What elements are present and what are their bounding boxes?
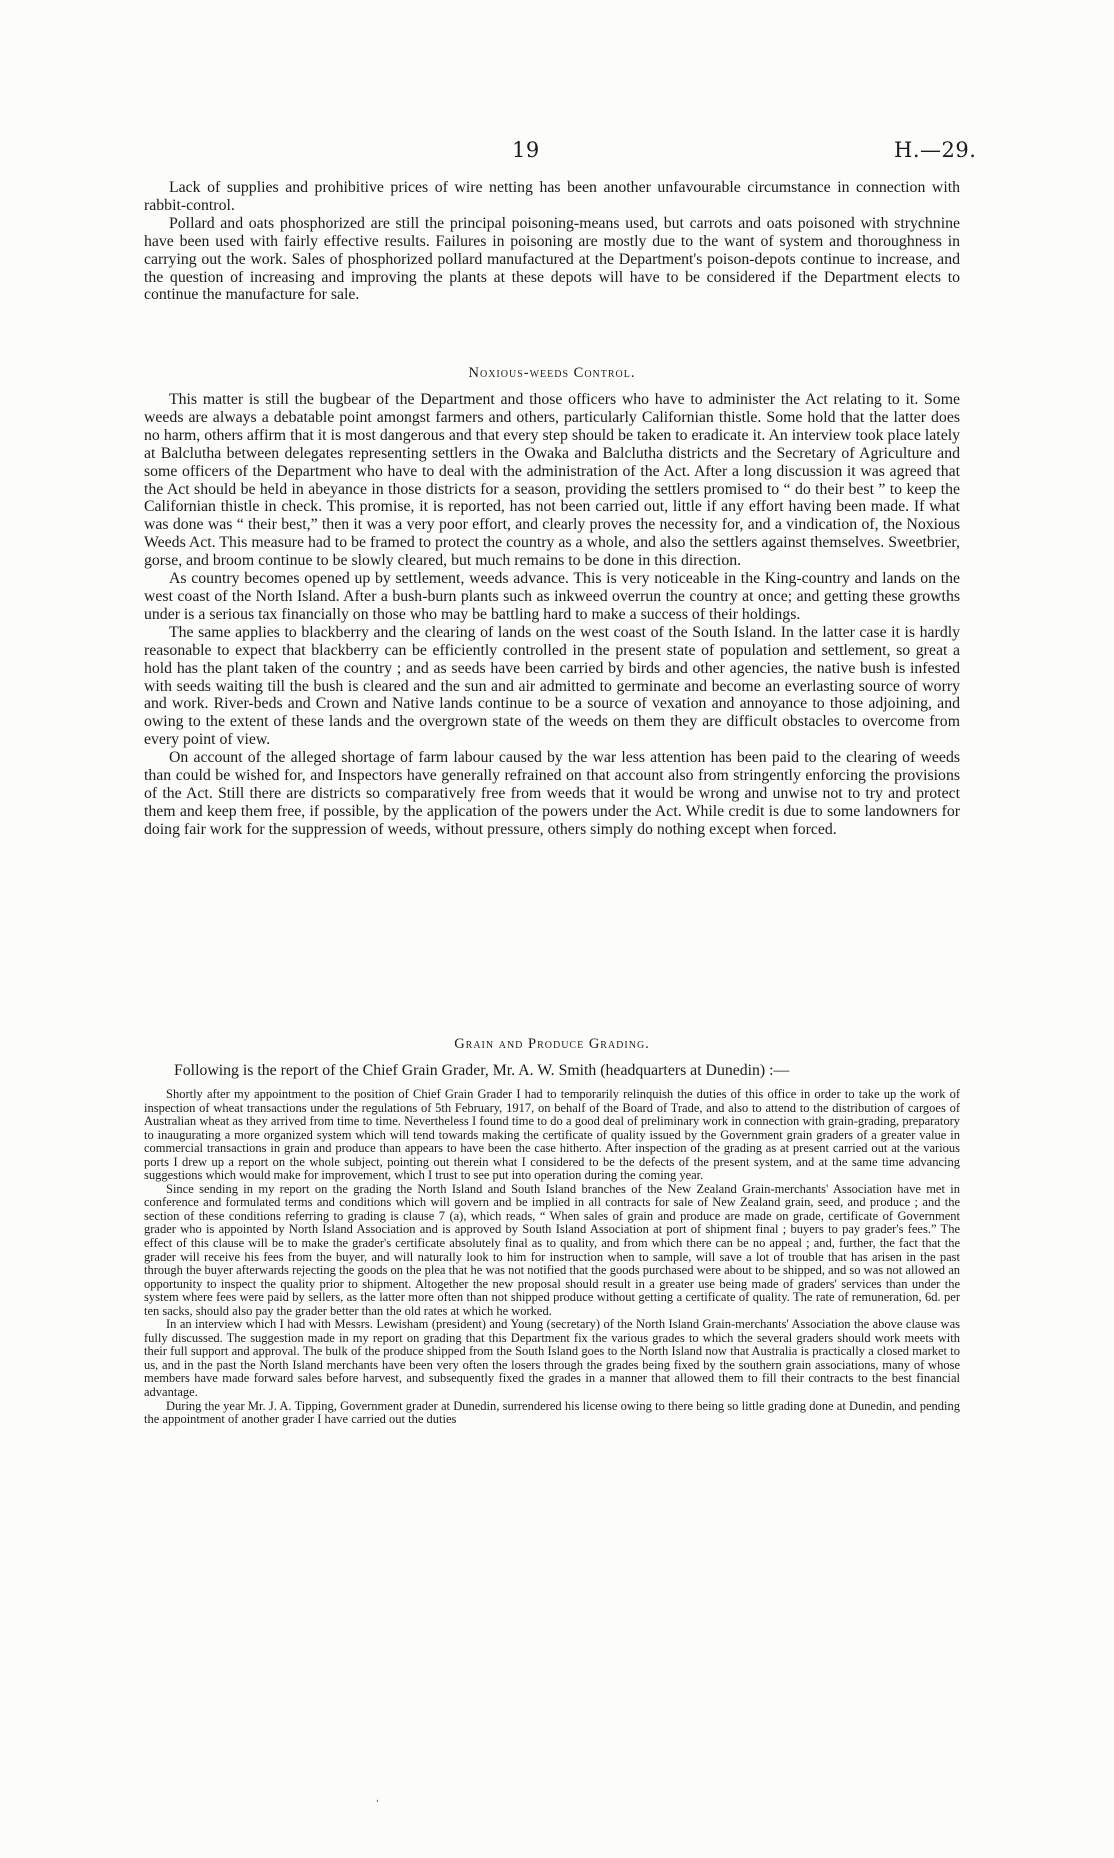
- page-number: 19: [512, 138, 540, 162]
- section-heading-noxious-weeds: Noxious-weeds Control.: [468, 365, 636, 381]
- paragraph: On account of the alleged shortage of farm labour caused by the war less attention has been paid to the clearing of weeds than could be wished for, and Inspectors have generally refrained on that account also from stringently enforcing the provisions of the Act. Still there are districts so comparatively free from weeds that it would be wrong and unwise not to try and protect them and keep them free, if possible, by the application of the powers under the Act. While credit is due to some landowners for doing fair work for the suppression of weeds, without pressure, others simply do nothing except when forced.: [144, 749, 960, 838]
- report-paragraph: Since sending in my report on the grading the North Island and South Island branches of the New Zealand Grain-merchants' Association have met in conference and formulated terms and conditions which will govern and be implied in all contracts for sale of New Zealand grain, seed, and produce ; and the section of these conditions referring to grading is clause 7 (a), which reads, “ When sales of grain and produce are made on grade, certificate of Government grader who is appointed by North Island Association and is approved by South Island Association at port of shipment final ; buyers to pay grader's fees.” The effect of this clause will be to make the grader's certificate absolutely final as to quality, and from which there can be no appeal ; and, further, the fact that the grader will receive his fees from the buyer, and will naturally look to him for instruction when to sample, will save a lot of trouble that has arisen in the past through the buyer afterwards rejecting the goods on the plea that he was not notified that the goods purchased were about to be shipped, and so was not allowed an opportunity to inspect the quality prior to shipment. Altogether the new proposal should result in a greater use being made of graders' services than under the system where fees were paid by sellers, as the latter more often than not shipped produce without getting a certificate of quality. The rate of remuneration, 6d. per ten sacks, should also pay the grader better than the old rates at which he worked.: [144, 1181, 960, 1318]
- paragraph: Lack of supplies and prohibitive prices of wire netting has been another unfavourable circumstance in connection with rabbit-control.: [144, 179, 960, 214]
- section-heading-grain-grading: Grain and Produce Grading.: [454, 1036, 650, 1052]
- paragraph: The same applies to blackberry and the clearing of lands on the west coast of the South Island. In the latter case it is hardly reasonable to expect that blackberry can be efficiently controlled in the present state of population and settlement, so great a hold has the plant taken of the country ; and as seeds have been carried by birds and other agencies, the native bush is infested with seeds waiting till the bush is cleared and the sun and air admitted to germinate and become an everlasting source of worry and work. River-beds and Crown and Native lands continue to be a source of vexation and annoyance to those adjoining, and owing to the extent of these lands and the overgrown state of the weeds on them they are difficult obstacles to overcome from every point of view.: [144, 623, 960, 749]
- paragraph: Pollard and oats phosphorized are still the principal poisoning-means used, but carrots and oats poisoned with strychnine have been used with fairly effective results. Failures in poisoning are mostly due to the want of system and thoroughness in carrying out the work. Sales of phosphorized pollard manufactured at the Department's poison-depots continue to increase, and the question of increasing and improving the plants at these depots will have to be considered if the Department elects to continue the manufacture for sale.: [144, 214, 960, 304]
- paragraph: This matter is still the bugbear of the Department and those officers who have to administer the Act relating to it. Some weeds are always a debatable point amongst farmers and others, particularly Californian thistle. Some hold that the latter does no harm, others affirm that it is most dangerous and that every step should be taken to eradicate it. An interview took place lately at Balclutha between delegates representing settlers in the Owaka and Balclutha districts and the Secretary of Agriculture and some officers of the Department who have to deal with the administration of the Act. After a long discussion it was agreed that the Act should be held in abeyance in those districts for a season, providing the settlers promised to “ do their best ” to keep the Californian thistle in check. This promise, it is reported, has not been carried out, little if any effort having been made. If what was done was “ their best,” then it was a very poor effort, and clearly proves the necessity for, and a vindication of, the Noxious Weeds Act. This measure had to be framed to protect the country as a whole, and also the settlers against themselves. Sweetbrier, gorse, and broom continue to be slowly cleared, but much remains to be done in this direction.: [144, 391, 960, 570]
- noxious-weeds-section: [144, 391, 960, 839]
- grain-grader-report: [144, 1088, 960, 1427]
- scan-speck: ˌ: [375, 1788, 380, 1803]
- report-paragraph: Shortly after my appointment to the position of Chief Grain Grader I had to temporarily relinquish the duties of this office in order to take up the work of inspection of wheat transactions under the regulations of 5th February, 1917, on behalf of the Board of Trade, and also to attend to the distribution of cargoes of Australian wheat as they arrived from time to time. Nevertheless I found time to do a good deal of preliminary work in connection with grain-grading, preparatory to inaugurating a more organized system which will tend towards making the certificate of quality issued by the Government grain graders of a greater value in commercial transactions in grain and produce than appears to have been the case hitherto. After inspection of the grading as at present carried out at the various ports I drew up a report on the whole subject, pointing out therein what I considered to be the defects of the present system, and at the same time advancing suggestions which would make for improvement, which I trust to see put into operation during the coming year.: [144, 1087, 960, 1183]
- report-paragraph: In an interview which I had with Messrs. Lewisham (president) and Young (secretary) of the North Island Grain-merchants' Association the above clause was fully discussed. The suggestion made in my report on grading that this Department fix the various grades to which the several graders should work meets with their full support and approval. The bulk of the produce shipped from the South Island goes to the North Island now that Australia is practically a closed market to us, and in the past the North Island merchants have been very often the losers through the grades being fixed by the southern grain associations, many of whose members have made forward sales before harvest, and subsequently fixed the grades in a manner that allowed them to fill their contracts to the best financial advantage.: [144, 1317, 960, 1400]
- rabbit-control-section: [144, 179, 960, 304]
- paragraph: As country becomes opened up by settlement, weeds advance. This is very noticeable in the King-country and lands on the west coast of the North Island. After a bush-burn plants such as inkweed overrun the country at once; and getting these growths under is a serious tax financially on those who may be battling hard to make a success of their holdings.: [144, 570, 960, 623]
- report-introduction: Following is the report of the Chief Grain Grader, Mr. A. W. Smith (headquarters at Dunedin) :—: [174, 1062, 790, 1079]
- document-reference: H.—29.: [894, 138, 977, 162]
- report-paragraph: During the year Mr. J. A. Tipping, Government grader at Dunedin, surrendered his license owing to there being so little grading done at Dunedin, and pending the appointment of another grader I have carried out the duties: [144, 1398, 960, 1427]
